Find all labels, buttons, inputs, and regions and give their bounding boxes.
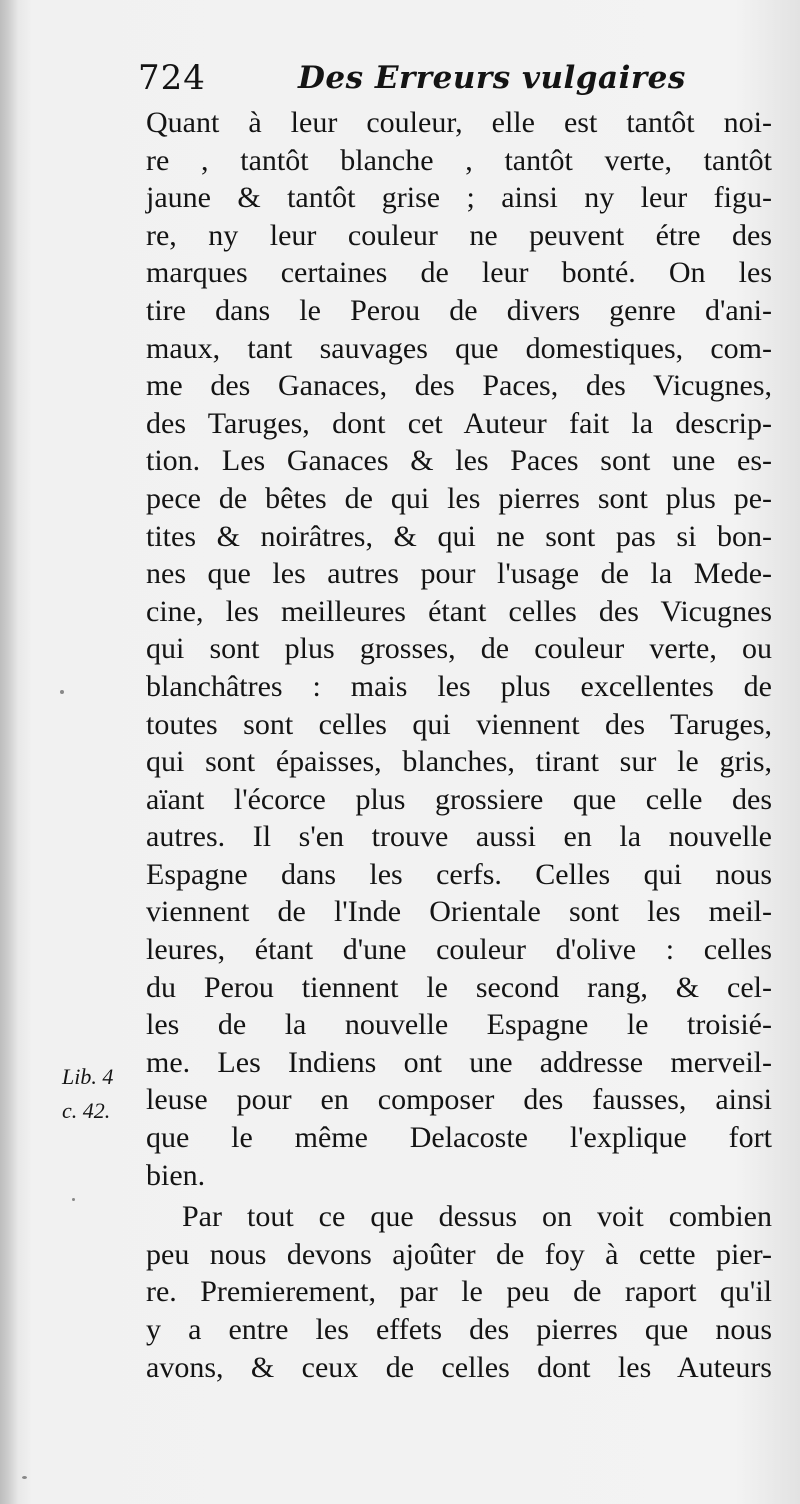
ink-speck — [60, 690, 64, 694]
text-line: re , tantôt blanche , tantôt verte, tantôt — [146, 143, 772, 177]
text-line: bien. — [146, 1158, 206, 1192]
text-line: Espagne dans les cerfs. Celles qui nous — [146, 857, 772, 891]
text-line: y a entre les effets des pierres que nous — [146, 1313, 772, 1346]
ink-speck — [22, 1476, 27, 1479]
text-line: cine, les meilleures étant celles des Vicugnes — [146, 594, 772, 628]
text-line: qui sont plus grosses, de couleur verte, ou — [146, 632, 772, 666]
text-line: me. Les Indiens ont une addresse merveil- — [146, 1045, 772, 1079]
margin-note-chapter: c. 42. — [62, 1098, 111, 1123]
text-line: me des Ganaces, des Paces, des Vicugnes, — [146, 369, 772, 403]
text-line: tire dans le Perou de divers genre d'ani- — [146, 293, 772, 327]
text-line: du Perou tiennent le second rang, & cel- — [146, 970, 772, 1004]
text-line: tites & noirâtres, & qui ne sont pas si bon- — [146, 519, 772, 553]
running-head: Des Erreurs vulgaires — [298, 60, 686, 96]
text-line: Par tout ce que dessus on voit combien — [182, 1200, 772, 1234]
text-line: maux, tant sauvages que domestiques, com- — [146, 331, 772, 365]
text-line: pece de bêtes de qui les pierres sont plus pe- — [146, 481, 772, 515]
text-line: re, ny leur couleur ne peuvent étre des — [146, 218, 772, 252]
text-line: leures, étant d'une couleur d'olive : celles — [146, 933, 772, 967]
text-line: nes que les autres pour l'usage de la Mede- — [146, 557, 772, 591]
text-line: toutes sont celles qui viennent des Taruges, — [146, 707, 772, 741]
text-line: avons, & ceux de celles dont les Auteurs — [146, 1350, 772, 1384]
text-line: tion. Les Ganaces & les Paces sont une es- — [146, 444, 772, 478]
margin-note-book: Lib. 4 — [62, 1064, 114, 1089]
margin-note — [62, 1060, 142, 1128]
gutter-shadow — [0, 0, 18, 1504]
ink-speck — [72, 1198, 75, 1201]
text-line: marques certaines de leur bonté. On les — [146, 256, 772, 290]
text-line: autres. Il s'en trouve aussi en la nouvelle — [146, 820, 772, 854]
text-line: des Taruges, dont cet Auteur fait la descrip- — [146, 406, 772, 440]
page-header — [138, 58, 698, 104]
text-line: peu nous devons ajoûter de foy à cette pier- — [146, 1237, 772, 1271]
text-line: les de la nouvelle Espagne le troisié- — [146, 1008, 772, 1042]
text-line: aïant l'écorce plus grossiere que celle des — [146, 782, 772, 816]
body-text — [146, 104, 772, 1386]
text-line: Quant à leur couleur, elle est tantôt noi- — [146, 106, 772, 139]
text-line: re. Premierement, par le peu de raport qu'il — [146, 1275, 772, 1309]
text-line: viennent de l'Inde Orientale sont les meil- — [146, 895, 772, 929]
text-line: jaune & tantôt grise ; ainsi ny leur figu- — [146, 181, 772, 215]
text-line: blanchâtres : mais les plus excellentes de — [146, 669, 772, 703]
text-line: leuse pour en composer des fausses, ainsi — [146, 1083, 772, 1117]
page-number: 724 — [138, 58, 206, 98]
text-line: que le même Delacoste l'explique fort — [146, 1121, 772, 1155]
text-line: qui sont épaisses, blanches, tirant sur le gris, — [146, 745, 772, 779]
